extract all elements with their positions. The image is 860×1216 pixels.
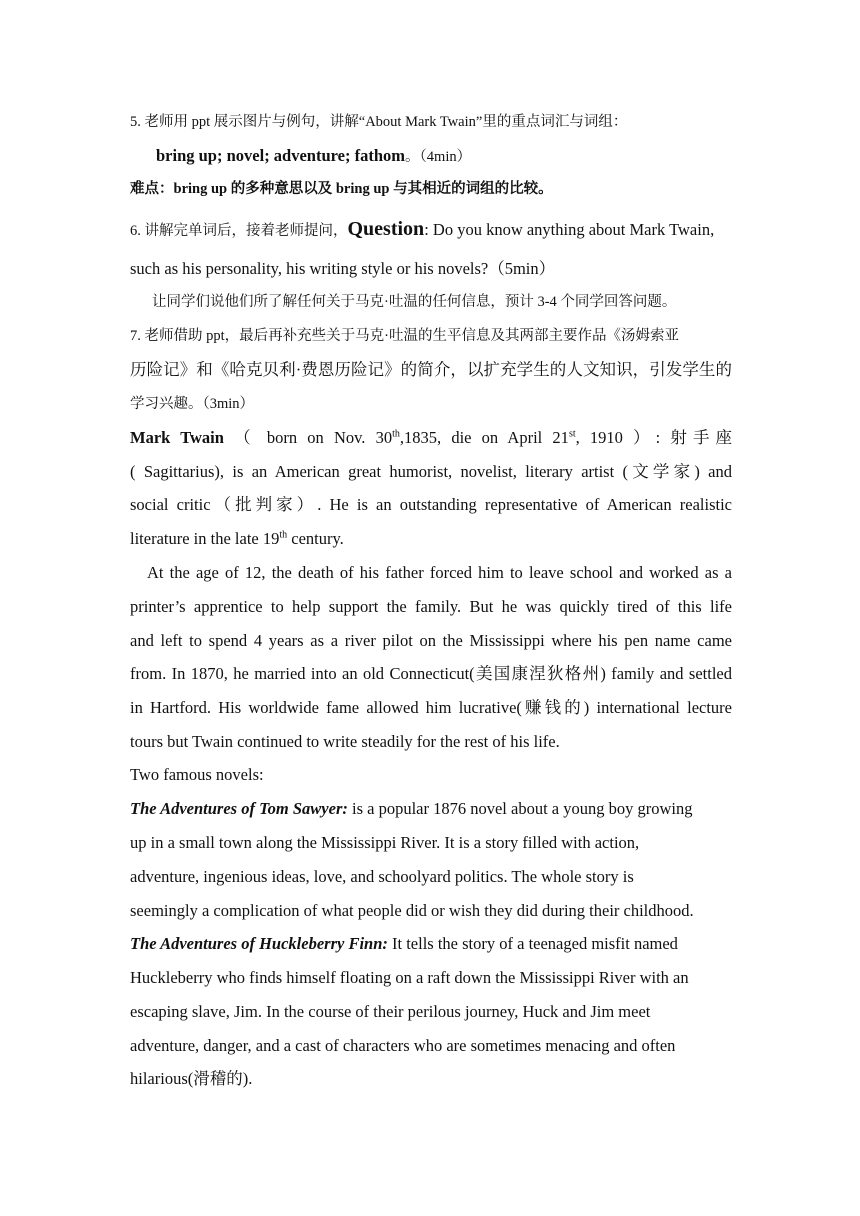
step7-line3: 学习兴趣。（3min） <box>130 396 255 412</box>
step5-line2 <box>156 146 471 167</box>
huck-line5: hilarious(滑稽的). <box>130 1069 253 1088</box>
tom-line4: seemingly a complication of what people did or wish they did during their childhood. <box>130 901 694 920</box>
para2-line4: from. In 1870, he married into an old Connecticut(美国康涅狄格州) family and settled <box>130 664 732 683</box>
tom-line1: The Adventures of Tom Sawyer: is a popular 1876 novel about a young boy growing <box>130 799 693 818</box>
para2-line3: and left to spend 4 years as a river pilot on the Mississippi where his pen name came <box>130 631 732 650</box>
huck-line1: The Adventures of Huckleberry Finn: It tells the story of a teenaged misfit named <box>130 934 678 953</box>
step7-line1: 7. 老师借助 ppt，最后再补充些关于马克·吐温的生平信息及其两部主要作品《汤姆索亚 <box>130 328 679 344</box>
step6-line1 <box>130 219 714 241</box>
step5-vocab: bring up; novel; adventure; fathom <box>156 146 406 165</box>
bio-line2: ( Sagittarius), is an American great humorist, novelist, literary artist (文学家) and <box>130 462 732 481</box>
step6-line3: 让同学们说他们所了解任何关于马克·吐温的任何信息，预计 3-4 个同学回答问题。 <box>152 294 677 310</box>
step5-time: 。（4min） <box>405 149 472 165</box>
step6-prefix: 6. 讲解完单词后，接着老师提问， <box>130 223 348 239</box>
huck-line2: Huckleberry who finds himself floating on a raft down the Mississippi River with an <box>130 968 689 987</box>
huck-line4: adventure, danger, and a cast of characters who are sometimes menacing and often <box>130 1036 676 1055</box>
tom-line2: up in a small town along the Mississippi River. It is a story filled with action, <box>130 833 640 852</box>
step5-line1: 5. 老师用 ppt 展示图片与例句，讲解“About Mark Twain”里的重点词汇与词组： <box>130 114 628 130</box>
bio-name: Mark Twain <box>130 428 224 447</box>
novels-heading: Two famous novels: <box>130 765 264 784</box>
para2-line1: At the age of 12, the death of his father forced him to leave school and worked as a <box>147 563 732 582</box>
step6-line2: such as his personality, his writing style or his novels?（5min） <box>130 259 556 278</box>
huck-title: The Adventures of Huckleberry Finn: <box>130 934 388 953</box>
bio-line1: Mark Twain （ born on Nov. 30th,1835, die on April 21st, 1910 ）: 射手座 <box>130 428 733 447</box>
para2-line5: in Hartford. His worldwide fame allowed him lucrative(赚钱的) international lecture <box>130 698 732 717</box>
huck-line3: escaping slave, Jim. In the course of their perilous journey, Huck and Jim meet <box>130 1002 651 1021</box>
step5-difficulty: 难点：bring up 的多种意思以及 bring up 与其相近的词组的比较。 <box>130 181 553 197</box>
para2-line6: tours but Twain continued to write steadily for the rest of his life. <box>130 732 560 751</box>
tom-line3: adventure, ingenious ideas, love, and schoolyard politics. The whole story is <box>130 867 634 886</box>
bio-line3: social critic（批判家）. He is an outstanding representative of American realistic <box>130 495 732 514</box>
para2-line2: printer’s apprentice to help support the family. But he was quickly tired of this life <box>130 597 732 616</box>
step6-question-text: : Do you know anything about Mark Twain, <box>424 220 715 239</box>
step7-line2: 历险记》和《哈克贝利·费恩历险记》的简介，以扩充学生的人文知识，引发学生的 <box>130 360 732 379</box>
step6-question-label: Question <box>347 218 425 240</box>
bio-line4: literature in the late 19th century. <box>130 529 344 548</box>
tom-title: The Adventures of Tom Sawyer: <box>130 799 348 818</box>
